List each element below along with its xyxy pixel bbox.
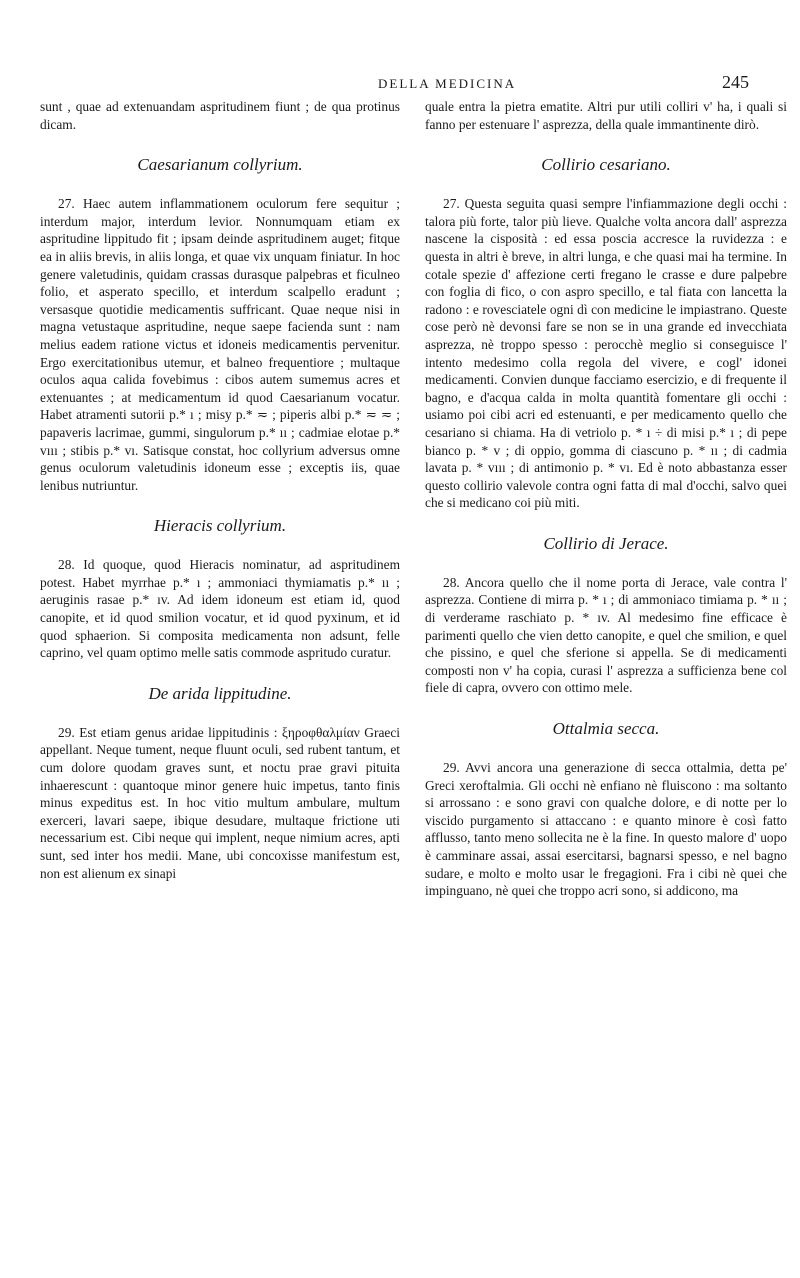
latin-section-title-caesarianum: Caesarianum collyrium.	[137, 155, 303, 175]
latin-intro: sunt , quae ad extenuandam aspritudinem fiunt ; de qua protinus dicam.	[40, 99, 400, 132]
page-number: 245	[722, 72, 749, 92]
latin-section-title-arida-lippitudine: De arida lippitudine.	[148, 683, 292, 703]
italian-paragraph-28: 28. Ancora quello che il nome porta di Jerace, vale contra l' asprezza. Contiene di mirra p. * ı ; di ammoniaco timiama p. * ıı ; di verderame raschiato p. * ıv. Al medesimo fine efficace è parimenti quello che vien detto canopite, e quel che smilion, e quel che pissino, e quel che sferione si appella. Se di medicamenti composti non v' ha copia, curasi l' asprezza a sufficienza bene col fiele di capra, ovvero con ottimo mele.	[425, 574, 787, 696]
italian-column	[425, 98, 787, 900]
latin-section-title-hieracis: Hieracis collyrium.	[153, 516, 287, 536]
latin-paragraph-27: 27. Haec autem inflammationem oculorum fere sequitur ; interdum major, interdum levior. Nonnumquam etiam ex aspritudine lippitudo fit ; ipsam deinde aspritudinem auget; fitque ea in aliis brevis, in aliis longa, et quae vix unquam finiatur. In hoc genere valetudinis, quidam crassas durasque palpebras et ficulneo folio, et asperato specillo, et interdum scalpello eradunt ; versasque quotidie medicamentis suffricant. Quae neque nisi in magna vetustaque aspritudine, neque saepe facienda sunt : nam melius eadem ratione victus et idoneis medicamentis pervenitur. Ergo exercitationibus utemur, et balneo frequentiore ; multaque oculos aqua calida fovebimus : cibos autem sumemus acres et extenuantes ; at medicamentum id quod Caesarianum vocatur. Habet atramenti sutorii p.* ı ; misy p.* ≂ ; piperis albi p.* ≂ ≂ ; papaveris lacrimae, gummi, singulorum p.* ıı ; cadmiae elotae p.* vııı ; stibis p.* vı. Satisque constat, hoc collyrium adversus omne genus oculorum valetudinis idoneum esse ; exceptis iis, quae lenibus nutriuntur.	[40, 196, 400, 493]
italian-paragraph-27: 27. Questa seguita quasi sempre l'infiammazione degli occhi : talora più forte, talor più lieve. Qualche volta ancora dall' asprezza nascene la cisposità : ed essa poscia accresce la ruvidezza : e questa in altri è breve, in altri lunga, e che quasi mai ha termine. In cotale spezie d' affezione certi fregano le crasse e dure palpebre con foglia di fico, o con aspro specillo, e tal fiata con lancetta la radono : e rovesciatele ogni dì con medicine le impiastrano. Queste cose però nè devonsi fare se non se in una grande ed invecchiata asprezza, nè troppo spesso : perocchè meglio si conseguisce l' intento medesimo colla regola del vivere, e cogl' idonei medicamenti. Convien dunque facciamo esercizio, e di frequente il bagno, e d'acqua calda in molta quantità fomentare gli occhi : usiamo poi cibi acri ed estenuanti, e per medicamento quello che cesariano si chiama. Ha di vetriolo p. * ı ÷ di misi p.* ı ; di pepe bianco p. * v ; di oppio, gomma di ciascuno p. * ıı ; di cadmia lavata p. * vııı ; di antimonio p. * vı. Ed è noto abbastanza esser questo collirio valevole contra ogni fatta di mal d'occhi, salvo quei che si medicano coi più miti.	[425, 196, 787, 511]
italian-intro: quale entra la pietra ematite. Altri pur utili colliri v' ha, i quali si fanno per estenuare l' asprezza, della quale immantinente dirò.	[425, 99, 787, 132]
italian-paragraph-29: 29. Avvi ancora una generazione di secca ottalmia, detta pe' Greci xeroftalmia. Gli occhi nè enfiano nè fluiscono : ma soltanto si arrossano : e sono gravi con qualche dolore, e di notte per lo viscido purgamento si attaccano : e quanto minore è così fatto afflusso, tanto meno sollecita ne è la fine. In questo malore d' uopo è camminare assai, assai esercitarsi, bagnarsi spesso, e nel bagno sudare, e molto e molto usar le fregagioni. Fra i cibi nè quei che impinguano, nè quei che troppo acri sono, si addicono, ma	[425, 760, 787, 899]
latin-paragraph-29: 29. Est etiam genus aridae lippitudinis : ξηροφθαλμίαν Graeci appellant. Neque tument, neque fluunt oculi, sed rubent tantum, et cum dolore quodam graves sunt, et noctu prae gravi pituita inhaerescunt : quantoque minor genere huic impetus, tanto finis minus expeditus est. In hoc vitio multum ambulare, multum exerceri, lavari saepe, ibique desudare, multaque frictione uti necessarium est. Cibi neque qui implent, neque nimium acres, apti sunt, sed inter hos medii. Mane, ubi concoxisse manifestum est, non est alienum ex sinapi	[40, 724, 400, 881]
running-title: DELLA MEDICINA	[378, 76, 517, 91]
latin-paragraph-28: 28. Id quoque, quod Hieracis nominatur, ad aspritudinem potest. Habet myrrhae p.* ı ; ammoniaci thymiamatis p.* ıı ; aeruginis rasae p.* ıv. Ad idem idoneum est etiam id, quod canopite, et id quod smilion vocatur, et id quod pyxinum, et id quod sphaerion. Si composita medicamenta non adsunt, felle caprino, vel quam optimo melle satis commode aspritudo curatur.	[40, 557, 400, 661]
italian-section-title-cesariano: Collirio cesariano.	[541, 155, 671, 175]
italian-section-title-ottalmia-secca: Ottalmia secca.	[552, 719, 660, 739]
latin-column	[40, 98, 400, 882]
italian-section-title-jerace: Collirio di Jerace.	[543, 533, 669, 553]
running-header	[0, 72, 800, 100]
